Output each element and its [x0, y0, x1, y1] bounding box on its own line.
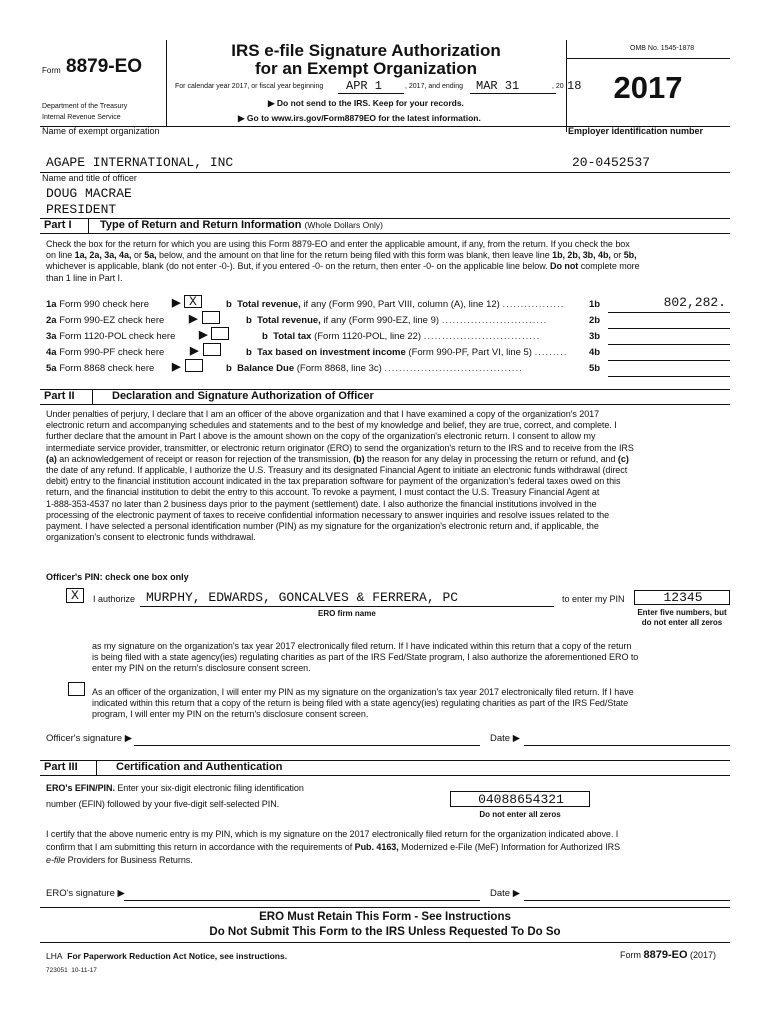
officer-label: Name and title of officer — [42, 173, 137, 183]
ein-value[interactable]: 20-0452537 — [572, 155, 651, 170]
checkbox-2a[interactable] — [202, 311, 220, 324]
org-name[interactable]: AGAPE INTERNATIONAL, INC — [46, 155, 234, 170]
efin-instruction: ERO's EFIN/PIN. Enter your six-digit electronic filing identification number (EFIN) followed by your five-digit self-selected PIN. — [46, 783, 304, 809]
col-2b: 2b — [589, 315, 601, 326]
arrow-icon: ▶ — [199, 329, 208, 341]
line-3b: b Total tax (Form 1120-POL, line 22) ................................ — [262, 331, 541, 342]
tax-year: 2017 — [613, 70, 683, 105]
to-enter-pin-label: to enter my PIN — [562, 594, 625, 604]
line-5b: b Balance Due (Form 8868, line 3c) ...................................... — [226, 363, 523, 374]
checkbox-4a[interactable] — [203, 343, 221, 356]
year-prefix: , 20 — [552, 83, 564, 90]
lha-notice: LHA For Paperwork Reduction Act Notice, see instructions. — [46, 951, 288, 961]
omb-number: OMB No. 1545-1878 — [630, 45, 695, 52]
ero-authorization-text: as my signature on the organization's tax year 2017 electronically filed return. If I have indicated within this return that a copy of the return is being filed with a state agency(ies) regulating charities as part of the IRS Fed/State program, I also authorize the aforementioned ERO to enter my PIN on the return's disclosure consent screen. — [92, 641, 639, 674]
arrow-icon: ▶ — [172, 361, 181, 373]
officer-signature-line[interactable] — [134, 745, 480, 746]
form-title — [166, 42, 566, 78]
enter-five-note: Enter five numbers, but do not enter all zeros — [637, 608, 727, 627]
form-number: 8879-EO — [66, 56, 143, 77]
instruction-keep: ▶ Do not send to the IRS. Keep for your records. — [268, 98, 464, 108]
title-line-2: for an Exempt Organization — [255, 59, 477, 78]
instruction-website: ▶ Go to www.irs.gov/Form8879EO for the latest information. — [238, 113, 481, 123]
checkbox-3a[interactable] — [211, 327, 229, 340]
calendar-mid: , 2017, and ending — [405, 83, 463, 90]
arrow-icon: ▶ — [190, 345, 199, 357]
part2-label: Part II — [44, 390, 75, 402]
checkbox-authorize-ero[interactable]: X — [66, 588, 84, 603]
fiscal-begin[interactable]: APR 1 — [346, 79, 383, 93]
checkbox-officer-enter-pin[interactable] — [68, 682, 85, 696]
fiscal-end[interactable]: MAR 31 — [476, 79, 520, 93]
officer-name[interactable]: DOUG MACRAE — [46, 186, 132, 201]
line-1a: 1a Form 990 check here — [46, 299, 149, 310]
efin-note: Do not enter all zeros — [479, 810, 561, 819]
checkbox-5a[interactable] — [185, 359, 203, 372]
year-suffix[interactable]: 18 — [567, 79, 582, 93]
officer-date-label: Date ▶ — [490, 733, 521, 744]
efin-pin-field[interactable]: 04088654321 — [450, 791, 590, 807]
part3-label: Part III — [44, 761, 78, 773]
pin-heading: Officer's PIN: check one box only — [46, 572, 189, 582]
part1-label: Part I — [44, 219, 72, 231]
ero-certification: I certify that the above numeric entry is my PIN, which is my signature on the 2017 electronically filed return for the organization indicated above. I confirm that I am submitting this return in accordance with the requirements of Pub. 4163, Modernized e-File (MeF) Information for Authorized IRS e-file Providers for Business Returns. — [46, 829, 621, 865]
officer-signature-label: Officer's signature ▶ — [46, 733, 133, 744]
amount-1b[interactable]: 802,282. — [663, 295, 726, 310]
part2-declaration: Under penalties of perjury, I declare that I am an officer of the above organization and that I have examined a copy of the organization's 2017 electronic return and accompanying schedules and statements and to the best of my knowledge and belief, they are true, correct, and complete. I further declare that the amount in Part I above is the amount shown on the copy of the organization's electronic return. I consent to allow my intermediate service provider, transmitter, or electronic return originator (ERO) to send the organization's return to the IRS and to receive from the IRS (a) an acknowledgement of receipt or reason for rejection of the transmission, (b) the reason for any delay in processing the return or refund, and (c) the date of any refund. If applicable, I authorize the U.S. Treasury and its designated Financial Agent to initiate an electronic funds withdrawal (direct debit) entry to the financial institution account indicated in the tax preparation software for payment of the organization's federal taxes owed on this return, and the financial institution to debit the entry to this account. To revoke a payment, I must contact the U.S. Treasury Financial Agent at 1-888-353-4537 no later than 2 business days prior to the payment (settlement) date. I also authorize the financial institutions involved in the processing of the electronic payment of taxes to receive confidential information necessary to answer inquiries and resolve issues related to the payment. I have selected a personal identification number (PIN) as my signature for the organization's electronic return and, if applicable, the organization's consent to electronic funds withdrawal. — [46, 409, 634, 543]
arrow-icon: ▶ — [172, 297, 181, 309]
irs-label: Internal Revenue Service — [42, 114, 121, 121]
ero-firm-name[interactable]: MURPHY, EDWARDS, GONCALVES & FERRERA, PC — [146, 590, 459, 605]
line-3a: 3a Form 1120-POL check here — [46, 331, 176, 342]
ein-label: Employer identification number — [568, 126, 704, 136]
ero-signature-line[interactable] — [124, 900, 480, 901]
col-1b: 1b — [589, 299, 601, 310]
col-3b: 3b — [589, 331, 601, 342]
officer-pin-field[interactable]: 12345 — [634, 590, 730, 605]
ero-date-label: Date ▶ — [490, 888, 521, 899]
retain-notice: ERO Must Retain This Form - See Instructions Do Not Submit This Form to the IRS Unless Requested To Do So — [209, 911, 561, 938]
part3-title: Certification and Authentication — [116, 761, 283, 773]
dept-treasury: Department of the Treasury — [42, 103, 128, 110]
checkbox-1a[interactable]: X — [184, 295, 202, 308]
ero-signature-label: ERO's signature ▶ — [46, 888, 125, 899]
org-name-label: Name of exempt organization — [42, 126, 160, 136]
col-5b: 5b — [589, 363, 601, 374]
line-5a: 5a Form 8868 check here — [46, 363, 155, 374]
part1-title: Type of Return and Return Information (Whole Dollars Only) — [100, 219, 383, 231]
form-code: 723051 10-11-17 — [46, 967, 97, 974]
authorize-label: I authorize — [93, 594, 136, 604]
ero-date-line[interactable] — [524, 900, 730, 901]
line-4b: b Tax based on investment income (Form 990-PF, Part VI, line 5) ......... — [246, 347, 568, 358]
ero-firm-label: ERO firm name — [318, 609, 376, 618]
part2-title: Declaration and Signature Authorization of Officer — [112, 390, 374, 402]
arrow-icon: ▶ — [189, 313, 198, 325]
col-4b: 4b — [589, 347, 601, 358]
officer-date-line[interactable] — [524, 745, 730, 746]
line-2a: 2a Form 990-EZ check here — [46, 315, 165, 326]
part1-intro: Check the box for the return for which you are using this Form 8879-EO and enter the applicable amount, if any, from the return. If you check the box on line 1a, 2a, 3a, 4a, or 5a, below, and the amount on that line for the return being filed with this form was blank, then leave line 1b, 2b, 3b, 4b, or 5b, whichever is applicable, blank (do not enter -0-). But, if you entered -0- on the return, then enter -0- on the applicable line below. Do not complete more than 1 line in Part I. — [46, 239, 640, 283]
title-line-1: IRS e-file Signature Authorization — [231, 41, 501, 60]
form-label: Form — [42, 66, 61, 75]
line-1b: b Total revenue, if any (Form 990, Part VIII, column (A), line 12) ................. — [226, 299, 565, 310]
officer-enter-pin-text: As an officer of the organization, I will enter my PIN as my signature on the organization's tax year 2017 electronically filed return. If I have indicated within this return that a copy of the return is being filed with a state agency(ies) regulating charities as part of the IRS Fed/State program, I will enter my PIN on the return's disclosure consent screen. — [92, 687, 634, 720]
line-2b: b Total revenue, if any (Form 990-EZ, line 9) ............................. — [246, 315, 548, 326]
calendar-year-prefix: For calendar year 2017, or fiscal year beginning — [175, 83, 324, 90]
officer-title[interactable]: PRESIDENT — [46, 202, 117, 217]
form-reference: Form 8879-EO (2017) — [620, 949, 717, 961]
line-4a: 4a Form 990-PF check here — [46, 347, 165, 358]
